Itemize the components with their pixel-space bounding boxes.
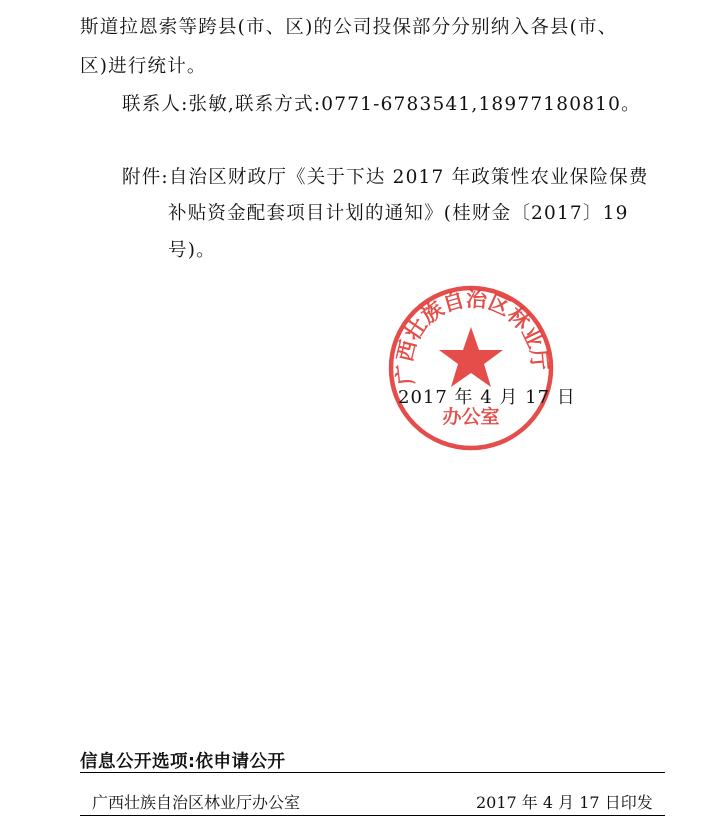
svg-text:广西壮族自治区林业厅: 广西壮族自治区林业厅 [391, 285, 553, 387]
signature-date: 2017 年 4 月 17 日 [398, 387, 576, 408]
attachment-line: 附件:自治区财政厅《关于下达 2017 年政策性农业保险保费 [122, 167, 649, 188]
svg-text:办公室: 办公室 [442, 406, 500, 428]
contact-line: 联系人:张敏,联系方式:0771-6783541,18977180810。 [122, 94, 641, 115]
disclosure-heading: 信息公开选项:依申请公开 [80, 752, 286, 772]
attachment-line: 补贴资金配套项目计划的通知》(桂财金〔2017〕19 [168, 203, 629, 224]
issuer-name: 广西壮族自治区林业厅办公室 [92, 793, 301, 812]
divider [80, 815, 665, 816]
body-text-line: 斯道拉恩索等跨县(市、区)的公司投保部分分别纳入各县(市、 [80, 17, 618, 38]
official-seal [386, 283, 556, 453]
attachment-line: 号)。 [168, 240, 216, 261]
body-text-line: 区)进行统计。 [80, 56, 207, 77]
issue-date: 2017 年 4 月 17 日印发 [476, 793, 653, 812]
star-icon [439, 327, 503, 387]
divider [80, 772, 665, 773]
